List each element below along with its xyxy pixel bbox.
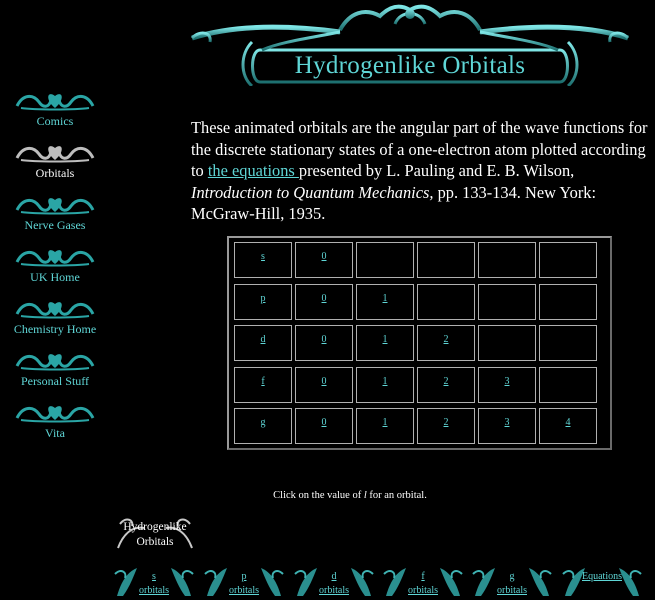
l-value-cell — [539, 367, 597, 403]
sidebar-item-2[interactable] — [0, 192, 110, 232]
bottom-nav-item-2[interactable] — [291, 562, 377, 600]
l-value-cell — [539, 325, 597, 361]
bottom-nav-label: d orbitals — [319, 571, 349, 596]
page-title: Hydrogenlike Orbitals — [294, 52, 526, 79]
l-value-link[interactable]: 0 — [321, 334, 327, 345]
l-value-cell — [417, 325, 475, 361]
l-value-cell — [539, 408, 597, 444]
l-value-cell — [295, 367, 353, 403]
l-value-cell — [417, 242, 475, 278]
l-value-link[interactable]: 0 — [321, 417, 327, 428]
bottom-nav-label: p orbitals — [229, 571, 259, 596]
l-value-cell — [356, 367, 414, 403]
l-value-link[interactable]: 0 — [321, 251, 327, 262]
l-value-link[interactable]: 1 — [382, 293, 388, 304]
citation-text: pp. 133-134. New York: McGraw-Hill, 1935. — [191, 182, 597, 223]
l-value-cell — [478, 242, 536, 278]
l-value-cell — [417, 408, 475, 444]
sidebar-item-0[interactable] — [0, 88, 110, 128]
sidebar-item-3[interactable] — [0, 244, 110, 284]
l-value-cell — [539, 242, 597, 278]
l-value-cell — [356, 284, 414, 320]
heart-ornament-icon — [15, 88, 95, 112]
l-value-link[interactable]: 0 — [321, 376, 327, 387]
l-value-link[interactable]: 3 — [504, 376, 510, 387]
heart-ornament-icon — [15, 192, 95, 216]
l-value-link[interactable]: 2 — [443, 334, 449, 345]
l-value-cell — [356, 325, 414, 361]
orbital-type-cell — [234, 242, 292, 278]
bottom-nav-item-5[interactable] — [559, 562, 645, 600]
orbital-type-link[interactable]: g — [260, 417, 266, 428]
orbital-type-cell — [234, 284, 292, 320]
bottom-nav-label: f orbitals — [408, 571, 438, 596]
heart-ornament-icon — [15, 296, 95, 320]
page-banner — [190, 2, 630, 86]
hint-after: for an orbital. — [366, 490, 427, 501]
heart-ornament-icon — [15, 400, 95, 424]
l-value-link[interactable]: 4 — [565, 417, 571, 428]
home-orbitals-link[interactable] — [114, 512, 196, 552]
intro-text-2: presented by L. Pauling and E. B. Wilson, — [298, 161, 575, 180]
sidebar-item-6[interactable] — [0, 400, 110, 440]
l-value-cell — [478, 367, 536, 403]
orbital-type-cell — [234, 367, 292, 403]
l-value-link[interactable]: 2 — [443, 417, 449, 428]
l-value-cell — [417, 367, 475, 403]
l-value-cell — [295, 242, 353, 278]
bottom-nav-label: s orbitals — [139, 571, 169, 596]
orbital-type-cell — [234, 408, 292, 444]
orbital-type-link[interactable]: p — [260, 293, 266, 304]
l-value-cell — [295, 408, 353, 444]
l-value-cell — [478, 284, 536, 320]
l-value-link[interactable]: 1 — [382, 334, 388, 345]
bottom-nav-label: g orbitals — [497, 571, 527, 596]
bottom-nav-item-1[interactable] — [201, 562, 287, 600]
l-value-cell — [539, 284, 597, 320]
sidebar-item-5[interactable] — [0, 348, 110, 388]
hint-before: Click on the value of — [273, 490, 364, 501]
l-value-link[interactable]: 1 — [382, 417, 388, 428]
sidebar-item-1[interactable] — [0, 140, 110, 180]
sidebar-item-label: Comics — [36, 114, 74, 128]
orbital-type-link[interactable]: s — [261, 251, 265, 262]
l-value-cell — [478, 408, 536, 444]
heart-ornament-icon — [15, 348, 95, 372]
sidebar-item-label: Personal Stuff — [20, 374, 90, 388]
sidebar-item-label: Nerve Gases — [24, 218, 86, 232]
bottom-nav-label: Equations — [582, 571, 622, 582]
sidebar-item-label: UK Home — [30, 270, 80, 284]
l-value-cell — [478, 325, 536, 361]
orbital-table — [227, 236, 612, 450]
l-value-cell — [356, 242, 414, 278]
l-value-cell — [356, 408, 414, 444]
orbital-type-cell — [234, 325, 292, 361]
hint-variable: l — [363, 490, 367, 501]
bottom-nav-item-4[interactable] — [469, 562, 555, 600]
heart-ornament-icon — [15, 140, 95, 164]
l-value-cell — [295, 284, 353, 320]
l-value-link[interactable]: 1 — [382, 376, 388, 387]
orbital-type-link[interactable]: f — [261, 376, 265, 387]
bottom-nav-item-0[interactable] — [111, 562, 197, 600]
bottom-nav-item-3[interactable] — [380, 562, 466, 600]
sidebar-item-label: Orbitals — [35, 166, 75, 180]
equations-link[interactable]: the equations — [207, 161, 299, 180]
l-value-link[interactable]: 2 — [443, 376, 449, 387]
sidebar-item-label: Vita — [45, 426, 65, 440]
sidebar-item-label: Chemistry Home — [13, 322, 97, 336]
l-value-cell — [417, 284, 475, 320]
hint-text — [0, 490, 655, 501]
heart-ornament-icon — [15, 244, 95, 268]
book-title: Introduction to Quantum Mechanics, — [191, 182, 434, 202]
l-value-link[interactable]: 3 — [504, 417, 510, 428]
intro-paragraph — [191, 117, 653, 225]
l-value-cell — [295, 325, 353, 361]
home-link-label: Hydrogenlike Orbitals — [123, 521, 187, 548]
sidebar-item-4[interactable] — [0, 296, 110, 336]
orbital-type-link[interactable]: d — [260, 334, 266, 345]
intro-text: These animated orbitals are the angular part of the wave functions for the discrete stationary states of a one-electron atom plotted according to — [191, 118, 648, 180]
l-value-link[interactable]: 0 — [321, 293, 327, 304]
